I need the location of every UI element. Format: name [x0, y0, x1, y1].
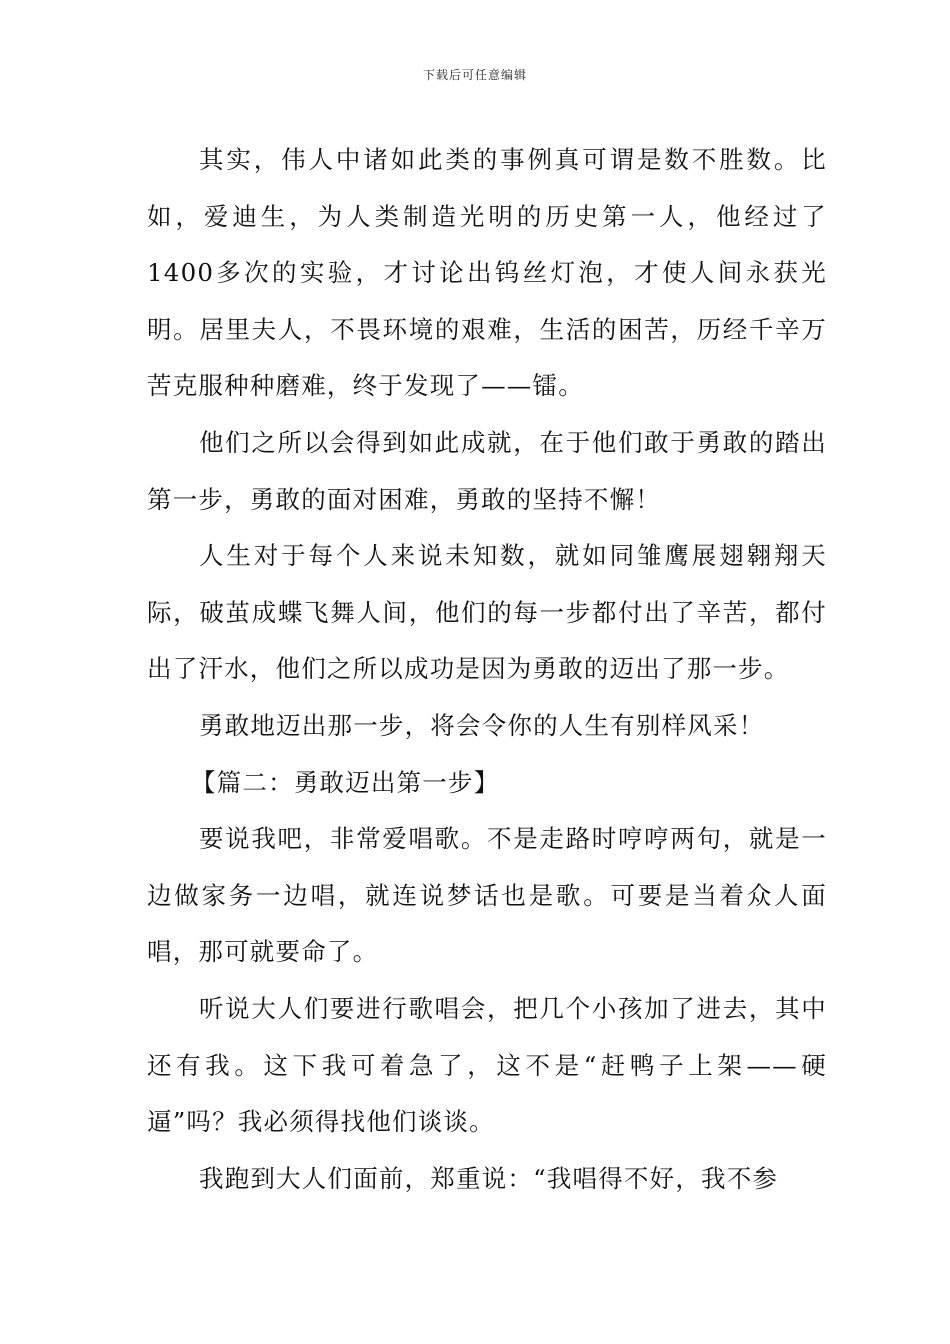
paragraph-talk-to-adults: 我跑到大人们面前，郑重说：“我唱得不好，我不参: [199, 1163, 779, 1193]
section-heading-part-two: 【篇二：勇敢迈出第一步】: [191, 767, 500, 797]
page-header: 下载后可任意编辑: [422, 68, 527, 82]
paragraph-edison-curie: 其实，伟人中诸如此类的事例真可谓是数不胜数。比如，爱迪生，为人类制造光明的历史第一人，他经过了1400多次的实验，才讨论出钨丝灯泡，才使人间永获光明。居里夫人，不畏环境的艰难，生活的困苦，历经千辛万苦克服种种磨难，终于发现了——镭。: [147, 145, 827, 401]
paragraph-brave-step: 勇敢地迈出那一步，将会令你的人生有别样风采！: [199, 710, 765, 740]
paragraph-life-unknown: 人生对于每个人来说未知数，就如同雏鹰展翅翱翔天际，破茧成蝶飞舞人间，他们的每一步都付出了辛苦，都付出了汗水，他们之所以成功是因为勇敢的迈出了那一步。: [147, 541, 827, 684]
document-body: [147, 132, 827, 1207]
paragraph-concert-news: 听说大人们要进行歌唱会，把几个小孩加了进去，其中还有我。这下我可着急了，这不是“赶鸭子上架——硬逼”吗？我必须得找他们谈谈。: [147, 993, 827, 1137]
paragraph-first-step: 他们之所以会得到如此成就，在于他们敢于勇敢的踏出第一步，勇敢的面对困难，勇敢的坚持不懈！: [147, 427, 827, 514]
paragraph-love-singing: 要说我吧，非常爱唱歌。不是走路时哼哼两句，就是一边做家务一边唱，就连说梦话也是歌。可要是当着众人面唱，那可就要命了。: [147, 824, 827, 967]
